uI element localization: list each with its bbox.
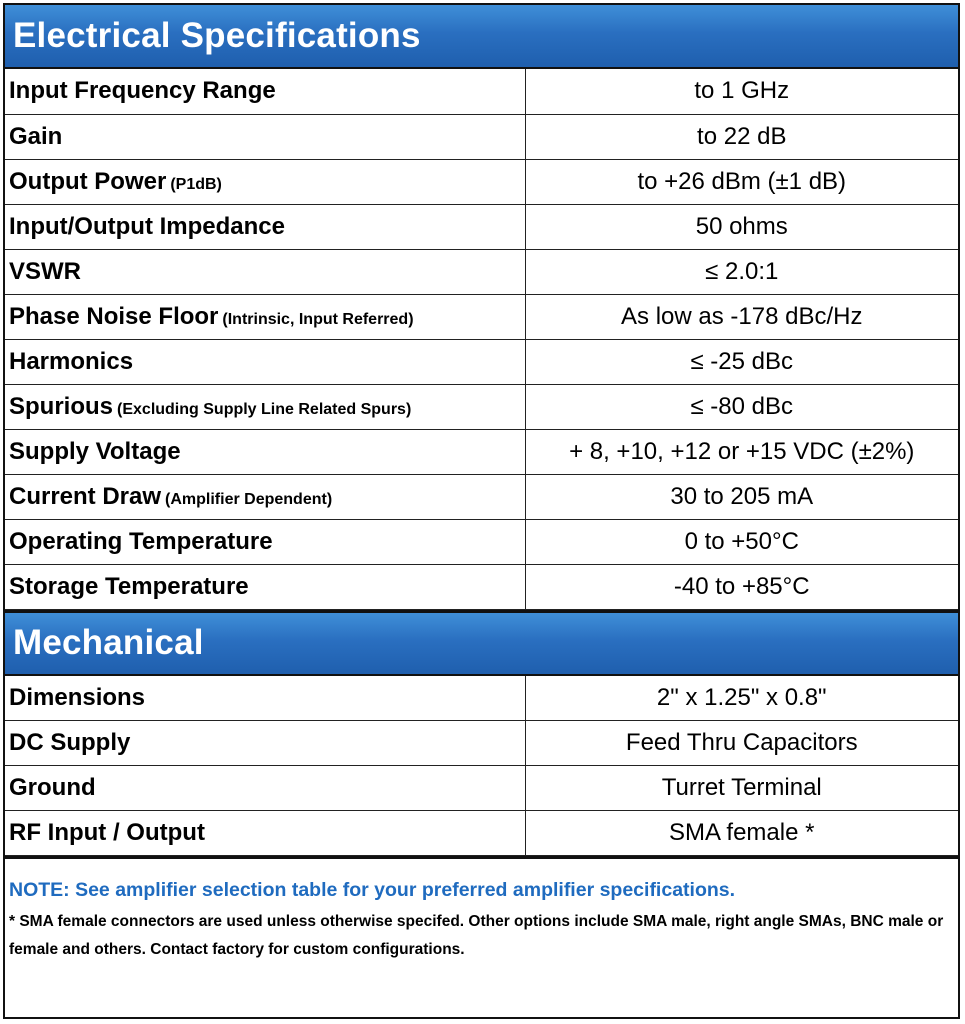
table-row (5, 519, 958, 564)
notes-section (5, 856, 958, 964)
spec-label: Storage Temperature (5, 564, 525, 609)
spec-label: Supply Voltage (5, 429, 525, 474)
spec-qualifier: (Intrinsic, Input Referred) (222, 310, 414, 328)
spec-label: Dimensions (5, 676, 525, 721)
spec-value: Turret Terminal (525, 766, 958, 811)
electrical-section-header (5, 5, 958, 69)
table-row (5, 564, 958, 609)
spec-value: to 1 GHz (525, 69, 958, 114)
spec-label: Ground (5, 766, 525, 811)
table-row (5, 249, 958, 294)
table-row (5, 294, 958, 339)
spec-value: to +26 dBm (±1 dB) (525, 159, 958, 204)
table-row (5, 69, 958, 114)
spec-sheet (3, 3, 960, 1019)
spec-label: Harmonics (5, 339, 525, 384)
spec-value: + 8, +10, +12 or +15 VDC (±2%) (525, 429, 958, 474)
spec-value: ≤ -25 dBc (525, 339, 958, 384)
spec-label: Phase Noise Floor (Intrinsic, Input Referred) (5, 294, 525, 339)
electrical-section-title: Electrical Specifications (13, 16, 421, 55)
table-row (5, 384, 958, 429)
spec-label: Input/Output Impedance (5, 204, 525, 249)
spec-value: 30 to 205 mA (525, 474, 958, 519)
spec-value: -40 to +85°C (525, 564, 958, 609)
spec-label: Spurious (Excluding Supply Line Related Spurs) (5, 384, 525, 429)
spec-qualifier: (Excluding Supply Line Related Spurs) (117, 400, 412, 418)
table-row (5, 721, 958, 766)
spec-label: Input Frequency Range (5, 69, 525, 114)
spec-qualifier: (Amplifier Dependent) (165, 490, 333, 508)
table-row (5, 766, 958, 811)
spec-label: VSWR (5, 249, 525, 294)
note-body: * SMA female connectors are used unless otherwise specifed. Other options include SMA male, right angle SMAs, BNC male or female and others. Contact factory for custom configurations. (9, 913, 944, 958)
table-row (5, 114, 958, 159)
spec-value: Feed Thru Capacitors (525, 721, 958, 766)
table-row (5, 339, 958, 384)
spec-value: to 22 dB (525, 114, 958, 159)
spec-label: RF Input / Output (5, 811, 525, 856)
table-row (5, 429, 958, 474)
spec-qualifier: (P1dB) (170, 175, 222, 193)
table-row (5, 811, 958, 856)
note-title: NOTE: See amplifier selection table for your preferred amplifier specifications. (9, 879, 736, 901)
spec-label: Output Power (P1dB) (5, 159, 525, 204)
mechanical-section-header (5, 610, 958, 676)
mechanical-spec-table (5, 676, 958, 857)
spec-label: DC Supply (5, 721, 525, 766)
table-row (5, 204, 958, 249)
table-row (5, 676, 958, 721)
mechanical-section-title: Mechanical (13, 623, 204, 662)
spec-value: 50 ohms (525, 204, 958, 249)
spec-value: 0 to +50°C (525, 519, 958, 564)
table-row (5, 159, 958, 204)
electrical-spec-table (5, 69, 958, 610)
spec-value: 2" x 1.25" x 0.8" (525, 676, 958, 721)
spec-label: Operating Temperature (5, 519, 525, 564)
spec-label: Gain (5, 114, 525, 159)
spec-value: ≤ 2.0:1 (525, 249, 958, 294)
spec-value: As low as -178 dBc/Hz (525, 294, 958, 339)
spec-value: SMA female * (525, 811, 958, 856)
spec-label: Current Draw (Amplifier Dependent) (5, 474, 525, 519)
spec-value: ≤ -80 dBc (525, 384, 958, 429)
table-row (5, 474, 958, 519)
